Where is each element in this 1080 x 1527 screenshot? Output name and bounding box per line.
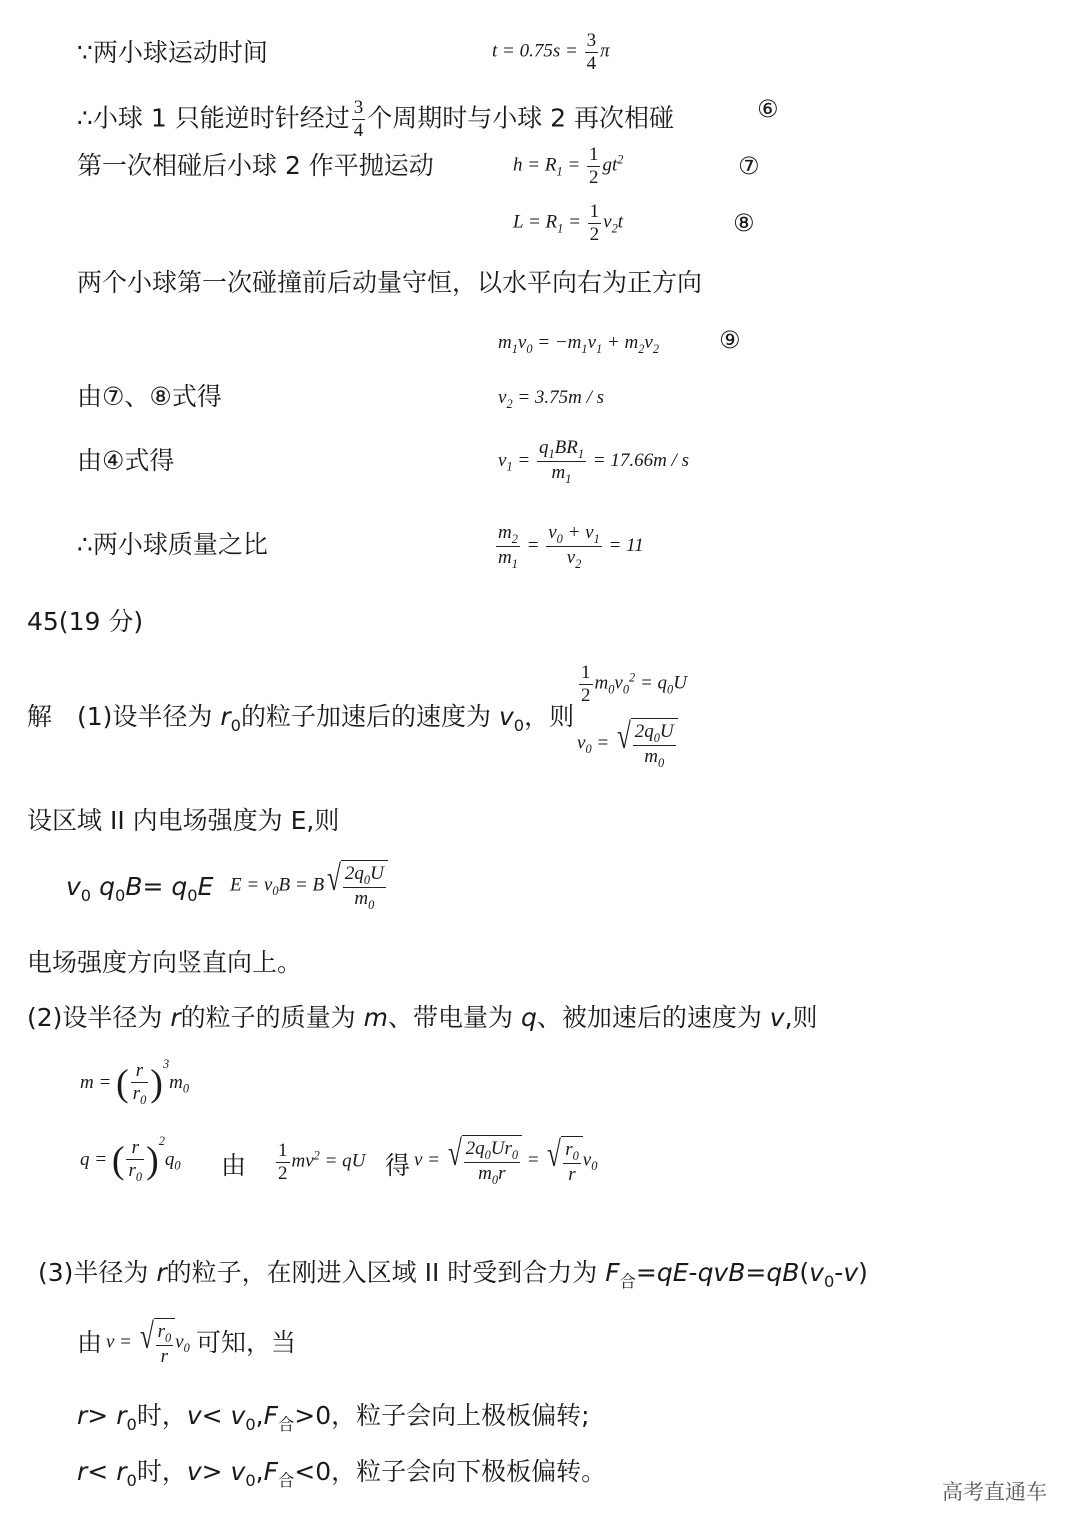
- text-case1-b: 时，: [136, 1401, 187, 1430]
- equation-marker-7: ⑦: [738, 152, 760, 180]
- equation-v-general: v = √ $\frac{2q_0Ur_0}{m_0r}$ = √ $\frac{r_0}{r}$ $v_0$: [414, 1133, 598, 1187]
- equation-v0: $v_0$ = √ $\frac{2q_0U}{m_0}$: [577, 718, 678, 770]
- equation-mass-scaling: m = ( $\frac{r}{r_0}$ )$^3m_0$: [80, 1057, 190, 1107]
- text-line-from-4: 由④式得: [77, 446, 175, 475]
- text-collision-a: ∴小球 1 只能逆时针经过: [77, 103, 350, 133]
- text-case2-c: ，粒子会向下极板偏转。: [331, 1457, 607, 1486]
- text-part1-c: ，则: [524, 702, 575, 731]
- text-line-part3: (3)半径为 r的粒子，在刚进入区域 II 时受到合力为 $F_合=qE-qvB=qB(v_0-v)$: [38, 1258, 868, 1291]
- equation-marker-9: ⑨: [719, 326, 741, 354]
- watermark-text: 高考直通车: [942, 1480, 1047, 1504]
- equation-e-field: $E = v_0B = B$ √ $\frac{2q_0U}{m_0}$: [230, 860, 388, 912]
- equation-marker-6: ⑥: [757, 95, 779, 123]
- equation-energy-general: $\frac{1}{2}$ $mv^2$ = qU: [278, 1140, 366, 1184]
- text-part2-a: (2)设半径为: [27, 1003, 163, 1032]
- text-line-projectile: 第一次相碰后小球 2 作平抛运动: [77, 151, 434, 180]
- equation-distance: $L = R_1$ = $\frac{1}{2}$ $v_2t$: [513, 201, 624, 245]
- text-since-b: 可知，当: [196, 1328, 297, 1357]
- text-line-field-strength: 设区域 II 内电场强度为 E,则: [27, 806, 340, 835]
- text-since-a: 由: [77, 1328, 103, 1357]
- text-line-since: [77, 1330, 102, 1355]
- equation-time: t = 0.75s = $\frac{3}{4}$ π: [492, 30, 610, 74]
- equation-charge-scaling: q = ( $\frac{r}{r_0}$ )$^2q_0$: [80, 1134, 181, 1184]
- text-line-part1: 解 (1)设半径为 $r_0$的粒子加速后的速度为 $v_0$，则: [27, 702, 575, 735]
- equation-momentum: $m_1v_0 = -m_1v_1 + m_2v_2$: [498, 332, 659, 356]
- equation-force-balance: $v_0$ $q_0B= q_0E$: [66, 872, 214, 905]
- text-part2-e: ,则: [784, 1003, 818, 1032]
- text-part2-c: 、带电量为: [387, 1003, 513, 1032]
- text-line-collision-period: ∴小球 1 只能逆时针经过 $\frac{3}{4}$ 个周期时与小球 2 再次相碰: [77, 97, 675, 141]
- text-part2-b: 的粒子的质量为: [180, 1003, 356, 1032]
- equation-v-relation: v = √ $\frac{r_0}{r}$ $v_0$: [106, 1316, 190, 1367]
- equation-v1: $v_1$ = $\frac{q_1BR_1}{m_1}$ = 17.66m / s: [498, 437, 689, 486]
- equation-energy: $\frac{1}{2}$ $m_0v_0^2 = q_0U$: [581, 662, 687, 706]
- text-part3-b: 的粒子，在刚进入区域 II 时受到合力为: [166, 1258, 598, 1287]
- text-line-motion-time: ∵两小球运动时间: [77, 38, 268, 67]
- text-collision-b: 个周期时与小球 2 再次相碰: [367, 103, 675, 133]
- subscript-he: 合: [278, 1415, 295, 1434]
- subscript-he: 合: [278, 1471, 295, 1490]
- text-you: 由: [221, 1151, 247, 1180]
- text-line-part2: (2)设半径为 r的粒子的质量为 m、带电量为 q、被加速后的速度为 v,则: [27, 1003, 818, 1032]
- text-line-case-greater: $r> r_0$时，$v< v_0,F_合>0$，粒子会向上极板偏转;: [77, 1401, 590, 1434]
- equation-height: $h = R_1$ = $\frac{1}{2}$ $gt^2$: [513, 144, 624, 188]
- text-part3-a: (3)半径为: [38, 1258, 149, 1287]
- equation-marker-8: ⑧: [733, 209, 755, 237]
- text-line-mass-ratio: ∴两小球质量之比: [77, 530, 268, 559]
- equation-v2: $v_2 = 3.75m / s$: [498, 387, 605, 411]
- text-part2-d: 、被加速后的速度为: [536, 1003, 762, 1032]
- text-case1-c: ，粒子会向上极板偏转;: [331, 1401, 590, 1430]
- text-de: 得: [385, 1151, 411, 1180]
- equation-mass-ratio: $\frac{m_2}{m_1}$ = $\frac{v_0 + v_1}{v_2}$ = 11: [498, 522, 644, 571]
- text-line-from-7-8: 由⑦、⑧式得: [77, 382, 222, 411]
- text-line-field-direction: 电场强度方向竖直向上。: [27, 948, 303, 977]
- text-line-momentum: 两个小球第一次碰撞前后动量守恒，以水平向右为正方向: [77, 268, 703, 297]
- text-case2-b: 时，: [136, 1457, 187, 1486]
- text-part1-a: 解 (1)设半径为: [27, 702, 213, 731]
- question-number: 45(19 分): [27, 607, 144, 636]
- text-part1-b: 的粒子加速后的速度为: [241, 702, 492, 731]
- text-line-case-less: $r< r_0$时，$v> v_0,F_合<0$，粒子会向下极板偏转。: [77, 1457, 607, 1490]
- subscript-he: 合: [619, 1272, 636, 1291]
